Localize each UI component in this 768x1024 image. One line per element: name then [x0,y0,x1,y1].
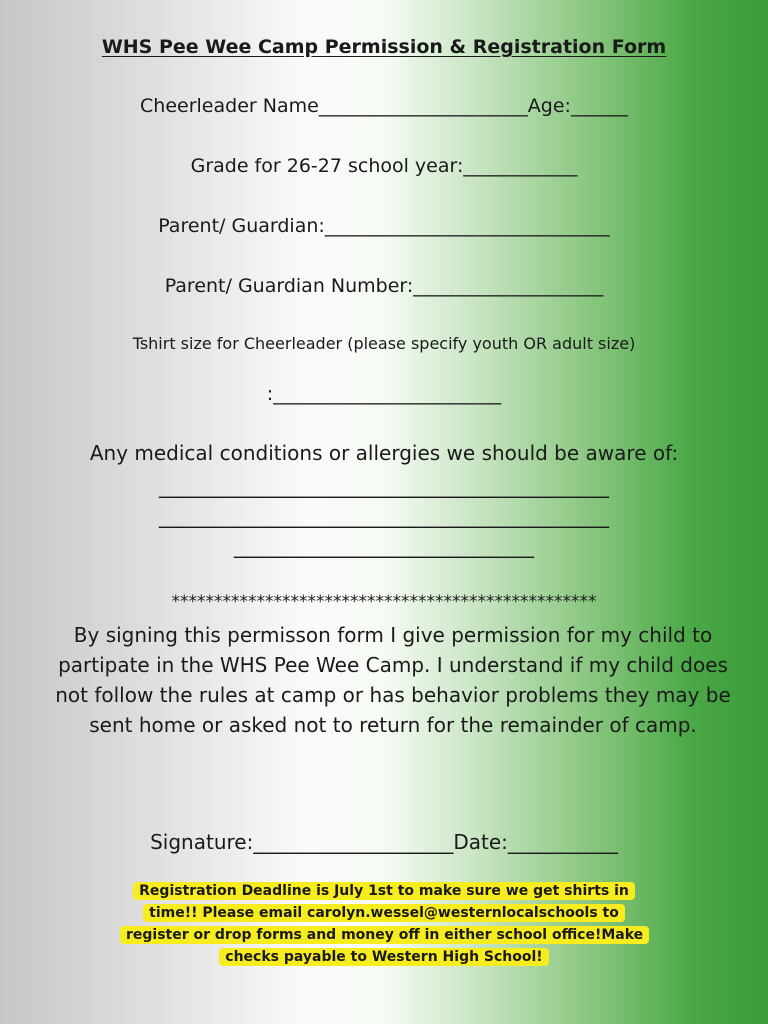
parent-guardian-field: Parent/ Guardian:______________________________ [158,215,610,237]
signature-date-field: Signature:____________________Date:___________ [150,830,618,854]
permission-statement: By signing this permisson form I give permission for my child to partipate in the WHS Pee Wee Camp. I understand if my child does not follow the rules at camp or has behavior problems they may be sent home or asked not to return for the remainder of camp. [55,623,731,737]
form-title: WHS Pee Wee Camp Permission & Registration Form [101,36,667,58]
deadline-notice-text: Registration Deadline is July 1st to make sure we get shirts in time!! Please email carolyn.wessel@westernlocalschools to register or drop forms and money off in either school office!Make checks payable to Western High School! [120,882,649,966]
parent-guardian-number-field: Parent/ Guardian Number:____________________ [164,275,604,297]
tshirt-size-field: :________________________ [266,383,502,405]
grade-field: Grade for 26-27 school year:____________ [190,155,578,177]
medical-conditions-line-3: ______________________________ [234,534,534,558]
separator-asterisks: ************************************************** [171,592,597,612]
deadline-notice [120,880,648,968]
medical-conditions-line-2: _____________________________________________ [159,504,609,528]
medical-conditions-line-1: _____________________________________________ [159,474,609,498]
cheerleader-name-age-field: Cheerleader Name______________________Age:______ [140,95,628,117]
tshirt-size-label: Tshirt size for Cheerleader (please specify youth OR adult size) [132,334,636,353]
medical-conditions-label: Any medical conditions or allergies we should be aware of: [89,441,679,465]
